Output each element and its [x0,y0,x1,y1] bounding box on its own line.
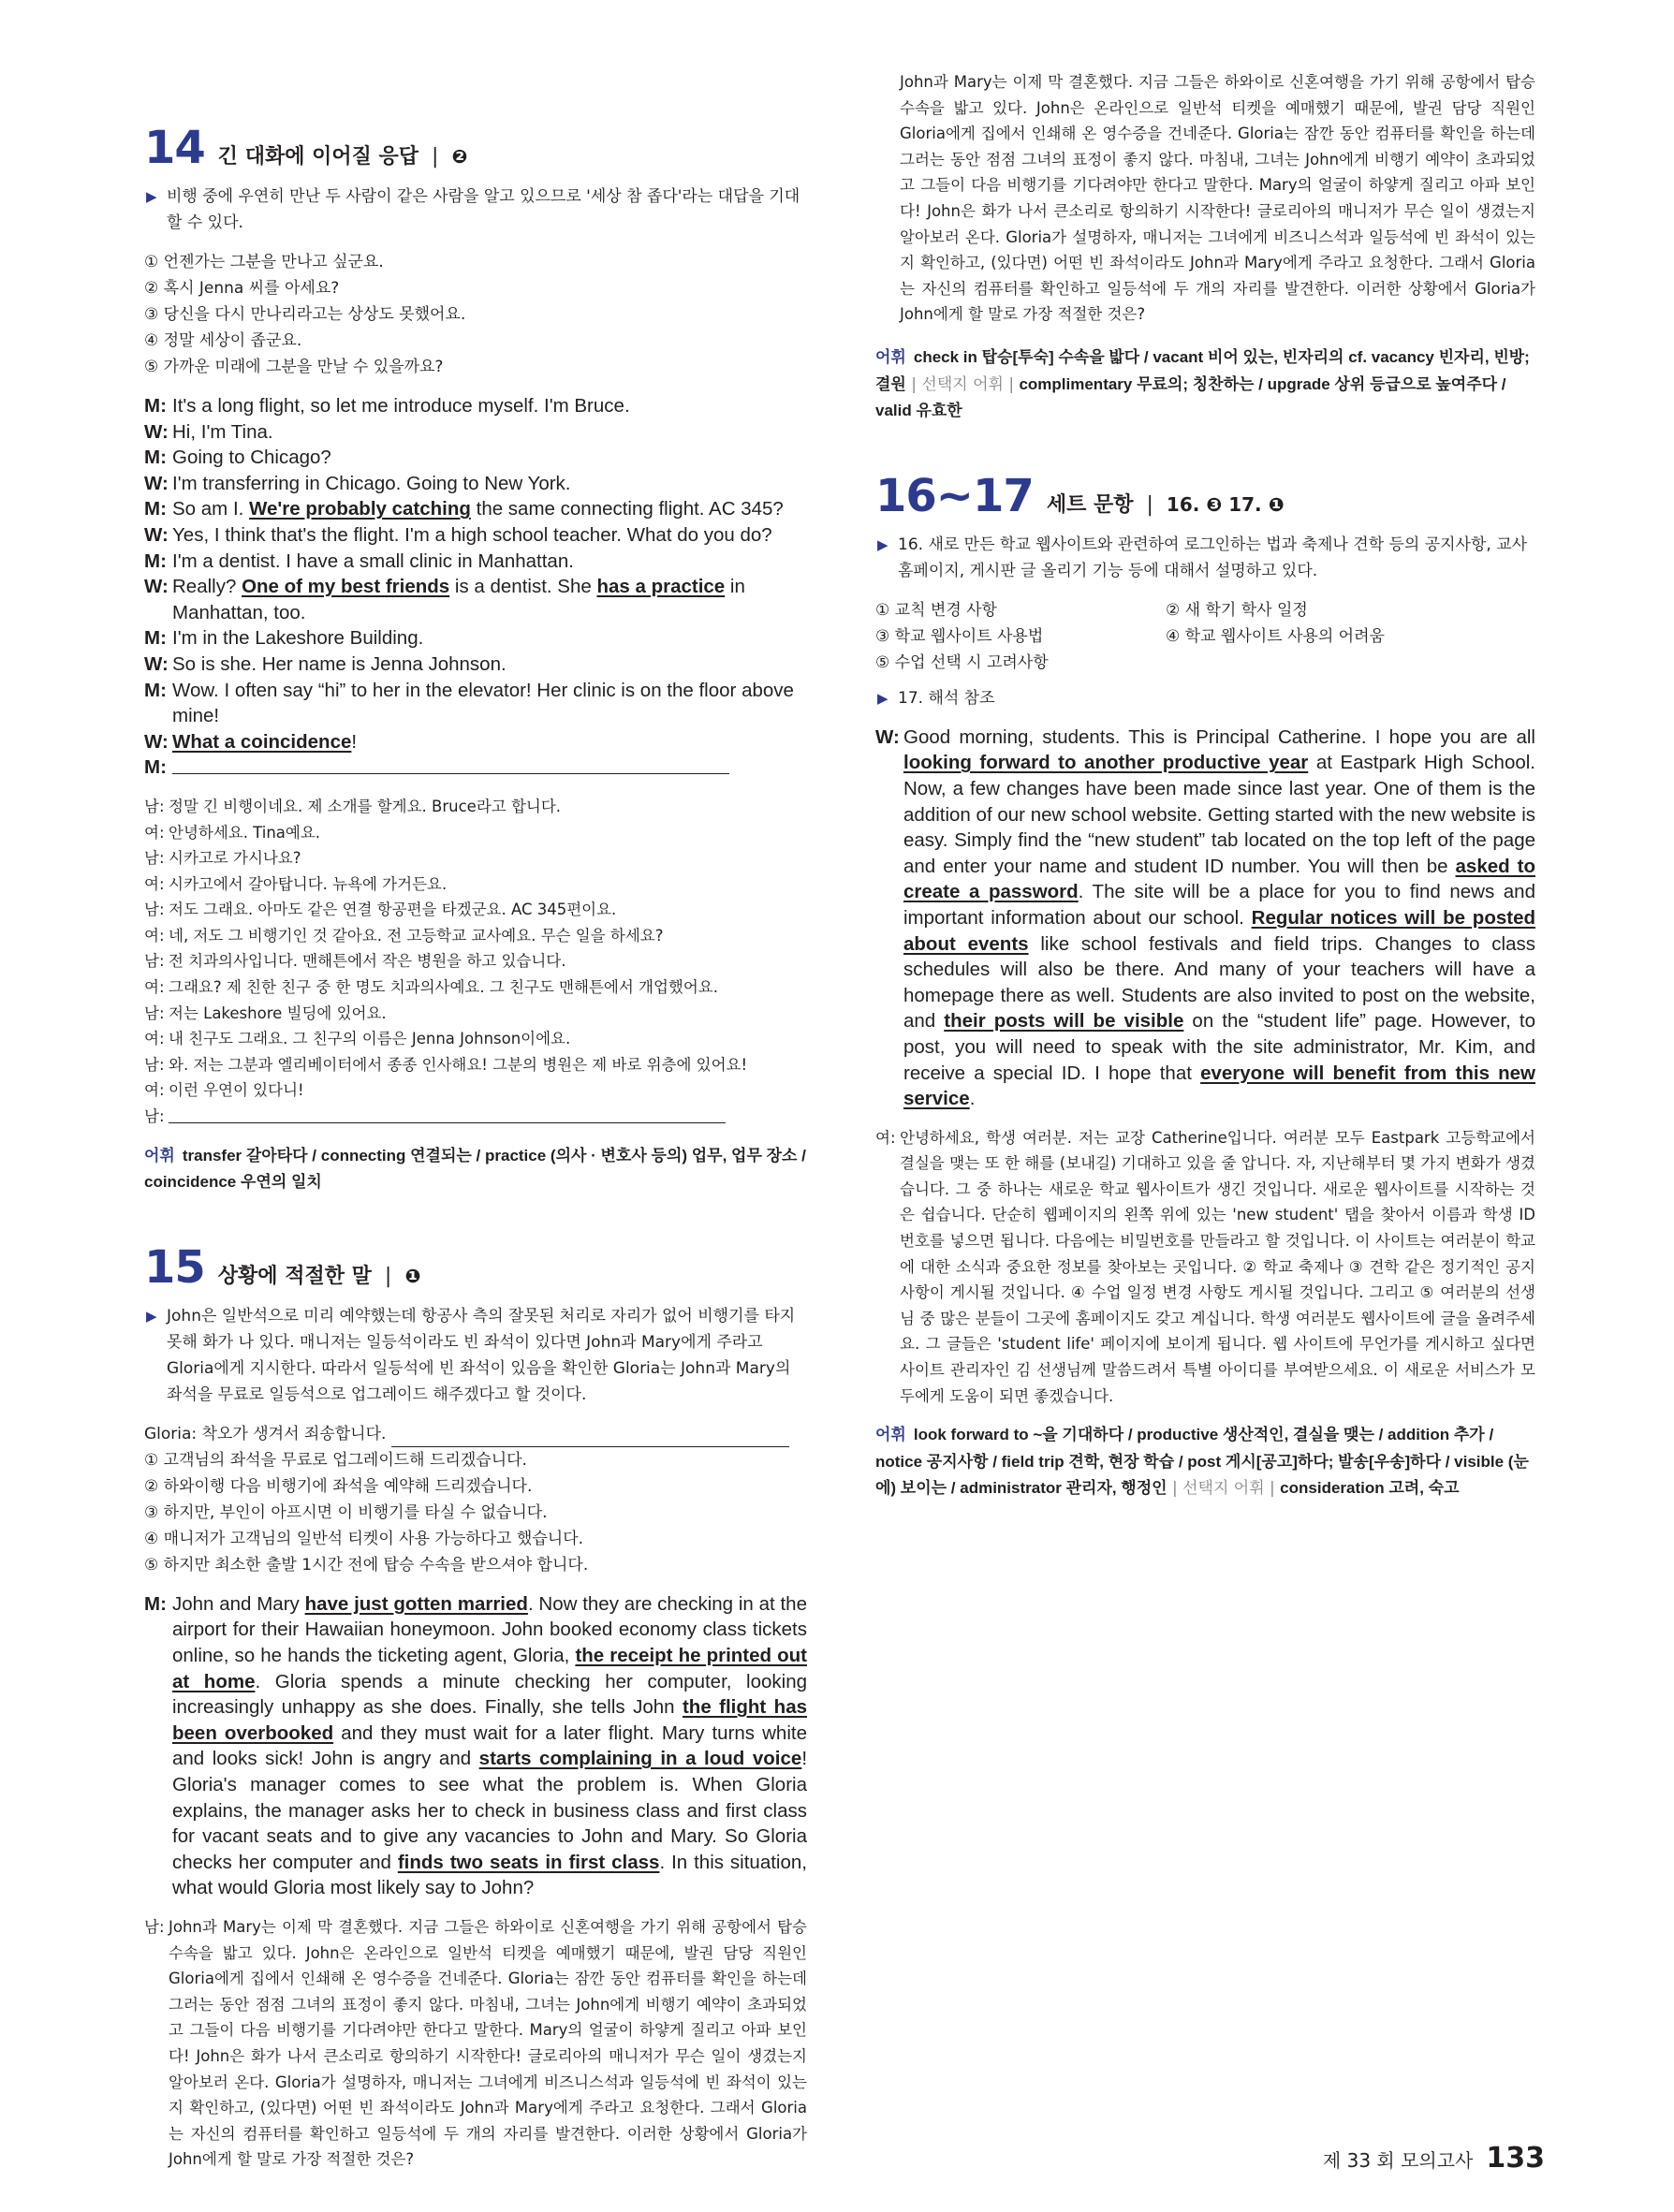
answer-blank [172,754,729,774]
translation-line: 여: 시카고에서 갈아탑니다. 뉴욕에 가거든요. [144,874,448,893]
script-line: W: What a coincidence! [144,730,358,753]
script-line: W: So is she. Her name is Jenna Johnson. [144,652,507,675]
underlined-phrase: their posts will be visible [944,1010,1184,1033]
translation-line: 남: 시카고로 가시나요? [144,849,301,868]
script-line: M: John and Mary have just gotten married. Now they are checking in at the airport for their Hawaiian honeymoon. John booked economy class tickets online, so he hands the ticketing agent, Gloria, the receipt he printed out at home. Gloria spends a minute checking her computer, looking increasingly unhappy as she does. Finally, she tells John the flight has been overbooked and they must wait for a later flight. Mary turns white and looks sick! John is angry and starts complaining in a loud voice! Gloria's manager comes to see what the problem is. When Gloria explains, the manager asks her to check in business class and first class for vacant seats and to give any vacancies to John and Mary. So Gloria checks her computer and finds two seats in first class. In this situation, what would Gloria most likely say to John? [144,1592,808,1899]
translation-start: 남: John과 Mary는 이제 막 결혼했다. 지금 그들은 하와이로 신혼여행을 가기 위해 공항에서 탑승 수속을 밟고 있다. John은 온라인으로 일반석 티켓을 예매했기 때문에, 발권 담당 직원인 Gloria에게 집에서 인쇄해 온 영수증을 건네준다. Gloria는 잠깐 동안 컴퓨터를 확인을 하는데 그러는 동안 점점 그녀의 표정이 좋지 않다. 마침내, 그녀는 John에게 비행기 예약이 초과되었고 그들이 다음 비행기를 기다려야만 한다고 말한다. Mary의 얼굴이 하얗게 질리고 아파 보인다! John은 화가 나서 큰소리로 항의하기 시작한다! 글로리아의 매니저가 무슨 일이 생겼는지 알아보러 온다. Gloria가 설명하자, 매니저는 그녀에게 비즈니스석과 일등석에 빈 좌석이 있는지 확인하고, (있다면) 어떤 빈 좌석이라도 John과 Mary에게 주라고 요청한다. 그래서 Gloria는 자신의 컴퓨터를 확인하고 일등석에 두 개의 자리를 발견한다. 이러한 상황에서 Gloria가 John에게 할 말로 가장 적절한 것은? [144,1917,807,2169]
triangle-icon: ▶ [146,1307,157,1325]
translation-line: 남: 와. 저는 그분과 엘리베이터에서 종종 인사해요! 그분의 병원은 제 바로 위층에 있어요! [144,1055,748,1074]
underlined-phrase: Regular notices will be posted about events [903,906,1535,955]
situation-script [144,1591,807,1901]
page-footer [1323,2142,1545,2175]
answer-options [144,1421,807,1578]
vocab-tag: 어휘 [875,348,906,367]
underlined-phrase: starts complaining in a loud voice [478,1748,802,1770]
underlined-phrase: asked to create a password [903,855,1535,903]
option-4: ④ 정말 세상이 좁군요. [144,331,302,350]
translation-line: 여: 내 친구도 그래요. 그 친구의 이름은 Jenna Johnson이에요. [144,1030,571,1048]
script-line: W: Good morning, students. This is Principal Catherine. I hope you are all looking forward to another productive year at Eastpark High School. Now, a few changes have been made since last year. One of them is the addition of our new school website. Getting started with the new website is easy. Simply find the “new student” tab located on the top left of the page and enter your name and student ID number. You will then be asked to create a password. The site will be a place for you to find news and important information about our school. Regular notices will be posted about events like school festivals and field trips. Changes to class schedules will also be there. And many of your teachers will have a homepage there as well. Students are also invited to post on the website, and their posts will be visible on the “student life” page. However, to post, you will need to speak with the site administrator, Mr. Kim, and receive a special ID. I hope that everyone will benefit from this new service. [875,725,1536,1110]
vocabulary: 어휘 look forward to ~을 기대하다 / productive 생산적인, 결실을 맺는 / addition 추가 / notice 공지사항 / field trip 견학, 현장 학습 / post 게시[공고]하다; 발송[우송]하다 / visible (눈에) 보이는 / administrator 관리자, 행정인 | 선택지 어휘 | consideration 고려, 숙고 [875,1426,1529,1499]
section-16-17-header [875,470,1535,522]
script-line: M: Wow. I often say “hi” to her in the elevator! Her clinic is on the floor above mine! [144,679,794,727]
underlined-phrase: We're probably catching [249,498,471,520]
page-number: 133 [1486,2142,1545,2175]
option-4: ④ 학교 웹사이트 사용의 어려움 [1166,626,1385,646]
script-line: W: Hi, I'm Tina. [144,420,273,443]
divider: | [432,145,439,168]
vocab-text: transfer 갈아타다 / connecting 연결되는 / practice (의사 · 변호사 등의) 업무, 업무 장소 / coincidence 우연의 일치 [144,1146,806,1192]
script-line: W: Yes, I think that's the flight. I'm a high school teacher. What do you do? [144,523,772,546]
script-line: W: Really? One of my best friends is a dentist. She has a practice in Manhattan, too. [144,576,745,623]
underlined-phrase: the flight has been overbooked [172,1696,808,1744]
section-summary [875,532,1535,584]
answer-options [875,597,1535,676]
option-4: ④ 매니저가 고객님의 일반석 티켓이 사용 가능하다고 했습니다. [144,1529,584,1548]
script-line: M: I'm a dentist. I have a small clinic in Manhattan. [144,549,574,572]
vocab-tag: 어휘 [144,1146,175,1165]
script-line: M: So am I. We're probably catching the same connecting flight. AC 345? [144,498,784,520]
translation [144,794,807,1130]
option-3: ③ 당신을 다시 만나리라고는 상상도 못했어요. [144,305,466,324]
option-5: ⑤ 가까운 미래에 그분을 만날 수 있을까요? [144,358,444,376]
option-3: ③ 하지만, 부인이 아프시면 이 비행기를 타실 수 없습니다. [144,1502,548,1522]
translation-line: 여: 안녕하세요. Tina예요. [144,823,321,842]
translation-line: 여: 이런 우연이 있다니! [144,1081,304,1100]
triangle-icon: ▶ [877,535,888,553]
monologue-script [875,725,1535,1112]
option-2: ② 하와이행 다음 비행기에 좌석을 예약해 드리겠습니다. [144,1476,533,1496]
right-column [875,73,1536,1502]
translation-continued: John과 Mary는 이제 막 결혼했다. 지금 그들은 하와이로 신혼여행을 가기 위해 공항에서 탑승 수속을 밟고 있다. John은 온라인으로 일반석 티켓을 예매했기 때문에, 발권 담당 직원인 Gloria에게 집에서 인쇄해 온 영수증을 건네준다. Gloria는 잠깐 동안 컴퓨터를 확인을 하는데 그러는 동안 점점 그녀의 표정이 좋지 않다. 마침내, 그녀는 John에게 비행기 예약이 초과되었고 그들이 다음 비행기를 기다려야만 한다고 말한다. Mary의 얼굴이 하얗게 질리고 아파 보인다! John은 화가 나서 큰소리로 항의하기 시작한다! 글로리아의 매니저가 무슨 일이 생겼는지 알아보러 온다. Gloria가 설명하자, 매니저는 그녀에게 비즈니스석과 일등석에 빈 좌석이 있는지 확인하고, (있다면) 어떤 빈 좌석이라도 John과 Mary에게 주라고 요청한다. 그래서 Gloria는 자신의 컴퓨터를 확인하고 일등석에 두 개의 자리를 발견한다. 이러한 상황에서 Gloria가 John에게 할 말로 가장 적절한 것은? [900,73,1535,324]
summary-text: 비행 중에 우연히 만난 두 사람이 같은 사람을 알고 있으므로 '세상 참 좁다'라는 대답을 기대할 수 있다. [167,187,800,232]
script-line: M: I'm in the Lakeshore Building. [144,627,424,650]
underlined-phrase: have just gotten married [304,1592,528,1615]
underlined-phrase: has a practice [596,576,726,598]
translation-answer-line: 남: [144,1104,807,1130]
section-14-header [144,122,807,174]
summary-text: 16. 새로 만든 학교 웹사이트와 관련하여 로그인하는 법과 축제나 견학 등의 공지사항, 교사 홈페이지, 게시판 글 올리기 기능 등에 대해서 설명하고 있다. [898,535,1528,580]
underlined-phrase: everyone will benefit from this new service [903,1062,1536,1110]
vocabulary [144,1143,807,1196]
section-number: 14 [144,122,205,174]
section-title: 세트 문항 [1046,492,1134,517]
vocabulary: 어휘 check in 탑승[투숙] 수속을 밟다 / vacant 비어 있는, 빈자리의 cf. vacancy 빈자리, 빈방; 결원 | 선택지 어휘 | complimentary 무료의; 칭찬하는 / upgrade 상위 등급으로 높여주다 / valid 유효한 [875,348,1530,420]
underlined-phrase: finds two seats in first class [397,1851,660,1873]
difficulty-level: 16. ❸ 17. ❶ [1166,492,1285,516]
option-1: ① 교칙 변경 사항 [875,600,997,620]
script-line: M: It's a long flight, so let me introduce myself. I'm Bruce. [144,395,630,417]
answer-blank [169,1104,726,1123]
triangle-icon: ▶ [877,689,888,707]
section-number: 16~17 [875,469,1034,522]
section-summary [144,183,807,236]
option-5: ⑤ 수업 선택 시 고려사항 [875,652,1049,672]
section-title: 긴 대화에 이어질 응답 [217,145,419,168]
difficulty-level: ❶ [404,1264,421,1287]
section-summary-17 [875,685,1535,711]
triangle-icon: ▶ [146,188,157,205]
option-1: ① 고객님의 좌석을 무료로 업그레이드해 드리겠습니다. [144,1450,527,1470]
translation-line: 남: 저도 그래요. 아마도 같은 연결 항공편을 타겠군요. AC 345편이요. [144,901,617,919]
dialogue-script [144,393,807,781]
translation-line: 여: 네, 저도 그 비행기인 것 같아요. 전 고등학교 교사예요. 무슨 일을 하세요? [144,926,664,945]
option-2: ② 새 학기 학사 일정 [1166,600,1308,620]
section-title: 상황에 적절한 말 [217,1264,372,1288]
option-1: ① 언젠가는 그분을 만나고 싶군요. [144,253,384,271]
left-column [144,122,808,2169]
option-3: ③ 학교 웹사이트 사용법 [875,626,1044,646]
section-summary [144,1303,807,1408]
underlined-phrase: the receipt he printed out at home [172,1645,807,1692]
answer-options [144,249,807,380]
section-15-header [144,1241,807,1294]
translation: 여: 안녕하세요, 학생 여러분. 저는 교장 Catherine입니다. 여러분 모두 Eastpark 고등학교에서 결실을 맺는 또 한 해를 (보내길) 기대하고 있을 줄 압니다. 자, 지난해부터 몇 가지 변화가 생겼습니다. 그 중 하나는 새로운 학교 웹사이트가 생긴 것입니다. 새로운 웹사이트를 시작하는 것은 쉽습니다. 단순히 웹페이지의 왼쪽 위에 있는 'new student' 탭을 찾아서 이름과 학생 ID 번호를 넣으면 됩니다. 다음에는 비밀번호를 만들라고 할 것입니다. 이 사이트는 여러분이 학교에 대한 소식과 중요한 정보를 찾아보는 곳입니다. ② 학교 축제나 ③ 견학 같은 정기적인 공지사항이 게시될 것입니다. ④ 수업 일정 변경 사항도 게시될 것입니다. 그리고 ⑤ 여러분의 선생님 중 많은 분들이 그곳에 홈페이지도 갖고 계십니다. 학생 여러분도 웹사이트에 글을 올려주세요. 그 글들은 'student life' 페이지에 보이게 됩니다. 웹 사이트에 무언가를 게시하고 싶다면 사이트 관리자인 김 선생님께 말씀드려서 특별 아이디를 부여받으세요. 이 새로운 서비스가 모두에게 도움이 되면 좋겠습니다. [875,1128,1535,1405]
translation-line: 남: 정말 긴 비행이네요. 제 소개를 할게요. Bruce라고 합니다. [144,797,562,815]
underlined-phrase: What a coincidence [172,730,352,753]
underlined-phrase: One of my best friends [242,576,450,598]
option-2: ② 혹시 Jenna 씨를 아세요? [144,279,340,298]
translation-line: 여: 그래요? 제 친한 친구 중 한 명도 치과의사예요. 그 친구도 맨해튼에서 개업했어요. [144,978,718,997]
underlined-phrase: looking forward to another productive year [903,752,1309,774]
divider: | [1146,492,1153,517]
script-line: W: I'm transferring in Chicago. Going to New York. [144,472,571,494]
translation-line: 남: 전 치과의사입니다. 맨해튼에서 작은 병원을 하고 있습니다. [144,952,566,971]
section-number: 15 [144,1240,205,1294]
script-line: M: Going to Chicago? [144,447,331,469]
vocab-tag: 어휘 [875,1426,906,1445]
summary-text: John은 일반석으로 미리 예약했는데 항공사 측의 잘못된 처리로 자리가 없어 비행기를 타지 못해 화가 나 있다. 매니저는 일등석이라도 빈 좌석이 있다면 John과 Mary에게 주라고 Gloria에게 지시한다. 따라서 일등석에 빈 좌석이 있음을 확인한 Gloria는 John과 Mary의 좌석을 무료로 일등석으로 업그레이드 해주겠다고 할 것이다. [167,1306,796,1404]
translation-line: 남: 저는 Lakeshore 빌딩에 있어요. [144,1003,387,1022]
difficulty-level: ❷ [451,145,468,168]
option-5: ⑤ 하지만 최소한 출발 1시간 전에 탑승 수속을 받으셔야 합니다. [144,1555,589,1575]
script-answer-line: M: [144,754,807,781]
summary-text: 17. 해석 참조 [898,688,995,708]
divider: | [384,1264,392,1288]
exam-label: 제 33 회 모의고사 [1322,2149,1474,2172]
question-line: Gloria: 착오가 생겨서 죄송합니다. [144,1421,807,1447]
